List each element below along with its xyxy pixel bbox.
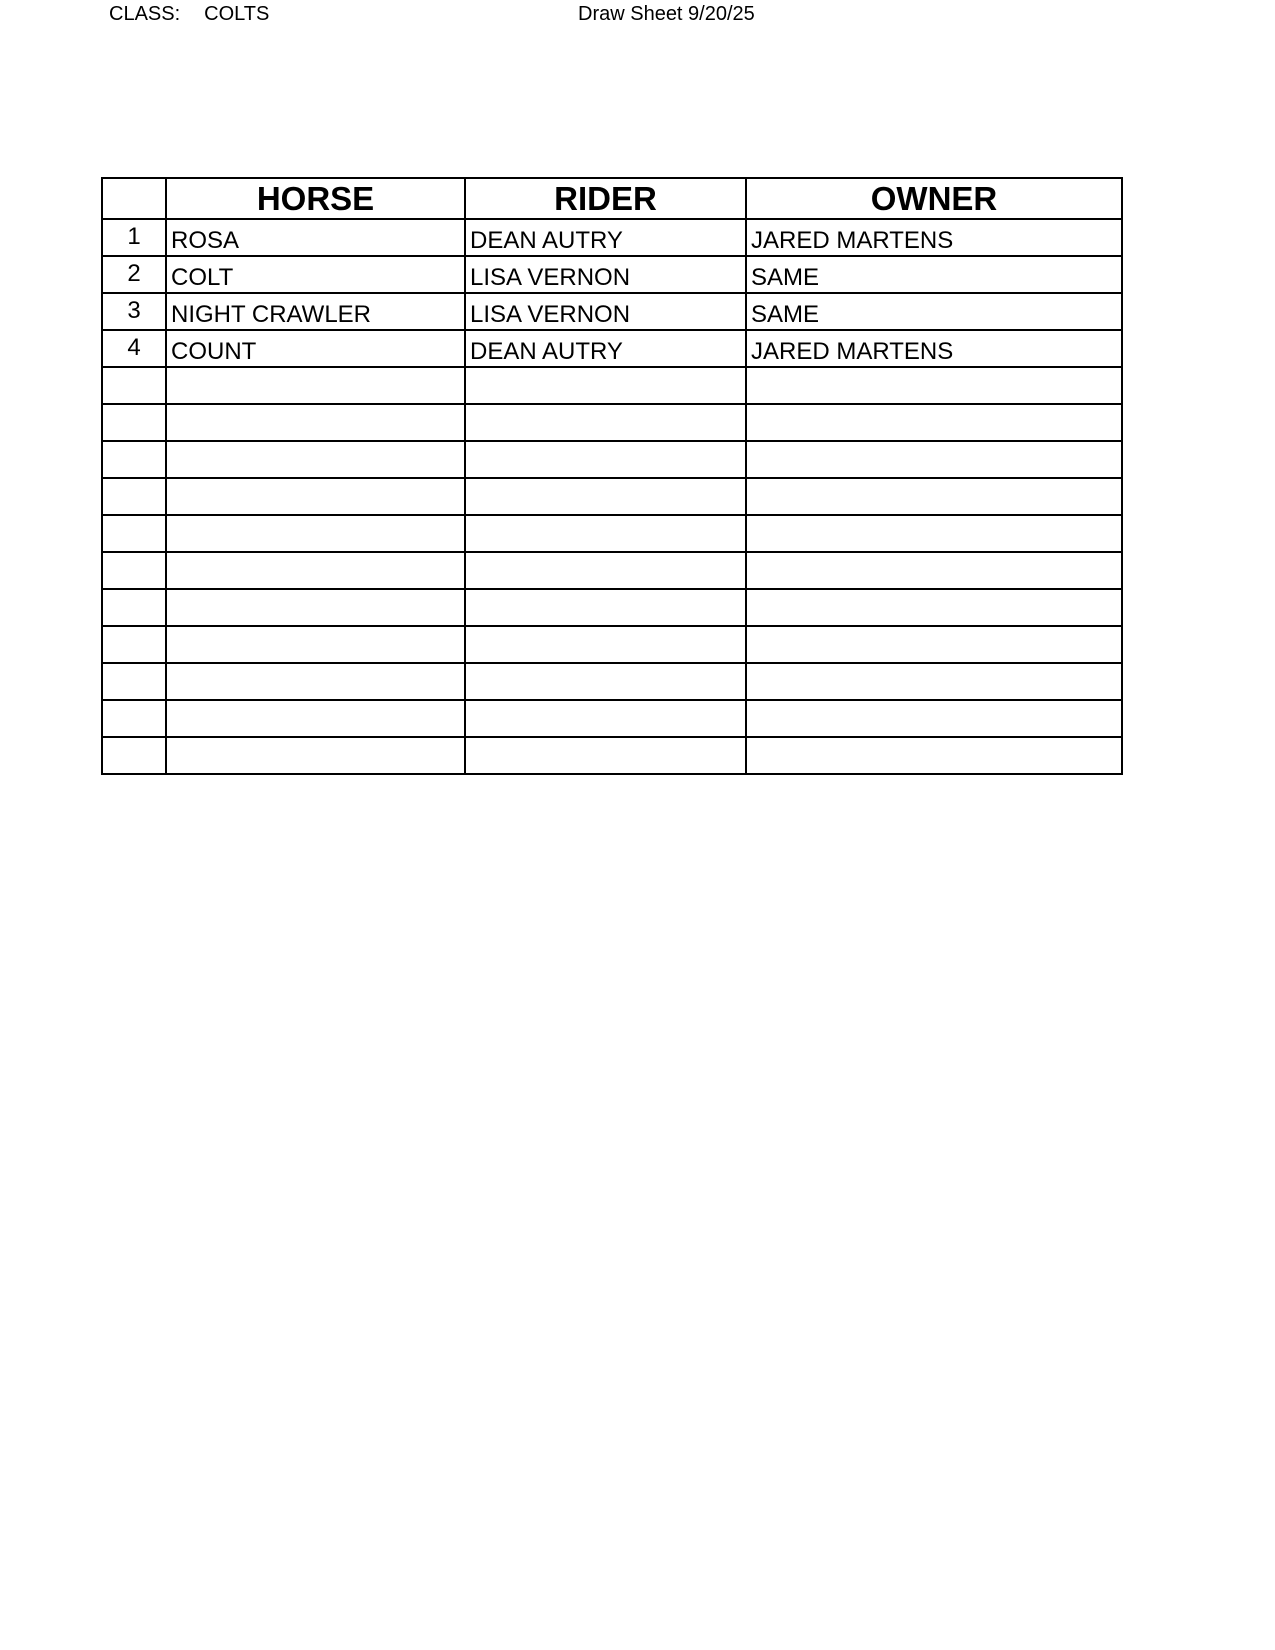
table-row bbox=[102, 404, 1122, 441]
class-header bbox=[109, 2, 269, 26]
table-header-row bbox=[102, 178, 1122, 219]
cell-rider bbox=[465, 589, 746, 626]
cell-number bbox=[102, 626, 166, 663]
cell-rider bbox=[465, 626, 746, 663]
cell-rider: DEAN AUTRY bbox=[465, 330, 746, 367]
cell-owner bbox=[746, 552, 1122, 589]
cell-horse bbox=[166, 700, 465, 737]
cell-rider bbox=[465, 552, 746, 589]
class-label: CLASS: bbox=[109, 3, 181, 25]
cell-rider: LISA VERNON bbox=[465, 256, 746, 293]
cell-horse: COUNT bbox=[166, 330, 465, 367]
cell-number bbox=[102, 367, 166, 404]
cell-horse bbox=[166, 515, 465, 552]
cell-rider bbox=[465, 478, 746, 515]
cell-owner bbox=[746, 515, 1122, 552]
cell-number bbox=[102, 404, 166, 441]
page-title: Draw Sheet 9/20/25 bbox=[578, 3, 755, 25]
cell-horse bbox=[166, 404, 465, 441]
cell-number bbox=[102, 700, 166, 737]
cell-owner: SAME bbox=[746, 256, 1122, 293]
cell-owner: SAME bbox=[746, 293, 1122, 330]
cell-rider bbox=[465, 367, 746, 404]
column-header-owner: OWNER bbox=[746, 178, 1122, 219]
cell-owner bbox=[746, 589, 1122, 626]
cell-number bbox=[102, 441, 166, 478]
cell-owner bbox=[746, 404, 1122, 441]
cell-number bbox=[102, 515, 166, 552]
table-row bbox=[102, 589, 1122, 626]
table-row bbox=[102, 256, 1122, 293]
cell-horse: COLT bbox=[166, 256, 465, 293]
cell-number bbox=[102, 737, 166, 774]
table-row bbox=[102, 330, 1122, 367]
class-value: COLTS bbox=[204, 3, 270, 25]
table-row bbox=[102, 515, 1122, 552]
cell-horse bbox=[166, 626, 465, 663]
table-row bbox=[102, 293, 1122, 330]
cell-number: 2 bbox=[102, 256, 166, 293]
cell-owner: JARED MARTENS bbox=[746, 219, 1122, 256]
cell-number bbox=[102, 552, 166, 589]
cell-horse: ROSA bbox=[166, 219, 465, 256]
table-row bbox=[102, 552, 1122, 589]
cell-horse bbox=[166, 589, 465, 626]
table-row bbox=[102, 441, 1122, 478]
cell-horse bbox=[166, 367, 465, 404]
cell-horse bbox=[166, 441, 465, 478]
table-row bbox=[102, 626, 1122, 663]
table-row bbox=[102, 478, 1122, 515]
cell-horse bbox=[166, 552, 465, 589]
table-row bbox=[102, 663, 1122, 700]
cell-owner bbox=[746, 367, 1122, 404]
cell-owner bbox=[746, 478, 1122, 515]
draw-table bbox=[101, 177, 1123, 775]
cell-rider: DEAN AUTRY bbox=[465, 219, 746, 256]
cell-rider bbox=[465, 441, 746, 478]
table-row bbox=[102, 367, 1122, 404]
cell-horse bbox=[166, 663, 465, 700]
cell-horse bbox=[166, 478, 465, 515]
column-header-horse: HORSE bbox=[166, 178, 465, 219]
cell-rider bbox=[465, 515, 746, 552]
cell-owner bbox=[746, 441, 1122, 478]
cell-number bbox=[102, 478, 166, 515]
cell-number: 1 bbox=[102, 219, 166, 256]
cell-rider bbox=[465, 700, 746, 737]
cell-owner bbox=[746, 626, 1122, 663]
table-row bbox=[102, 219, 1122, 256]
table-row bbox=[102, 700, 1122, 737]
cell-owner bbox=[746, 700, 1122, 737]
table-body bbox=[102, 219, 1122, 774]
cell-rider: LISA VERNON bbox=[465, 293, 746, 330]
column-header-rider: RIDER bbox=[465, 178, 746, 219]
cell-owner bbox=[746, 663, 1122, 700]
cell-rider bbox=[465, 737, 746, 774]
cell-owner: JARED MARTENS bbox=[746, 330, 1122, 367]
cell-owner bbox=[746, 737, 1122, 774]
cell-rider bbox=[465, 663, 746, 700]
table-row bbox=[102, 737, 1122, 774]
cell-number: 4 bbox=[102, 330, 166, 367]
cell-horse: NIGHT CRAWLER bbox=[166, 293, 465, 330]
cell-number: 3 bbox=[102, 293, 166, 330]
cell-number bbox=[102, 663, 166, 700]
cell-rider bbox=[465, 404, 746, 441]
cell-number bbox=[102, 589, 166, 626]
column-header-number bbox=[102, 178, 166, 219]
cell-horse bbox=[166, 737, 465, 774]
